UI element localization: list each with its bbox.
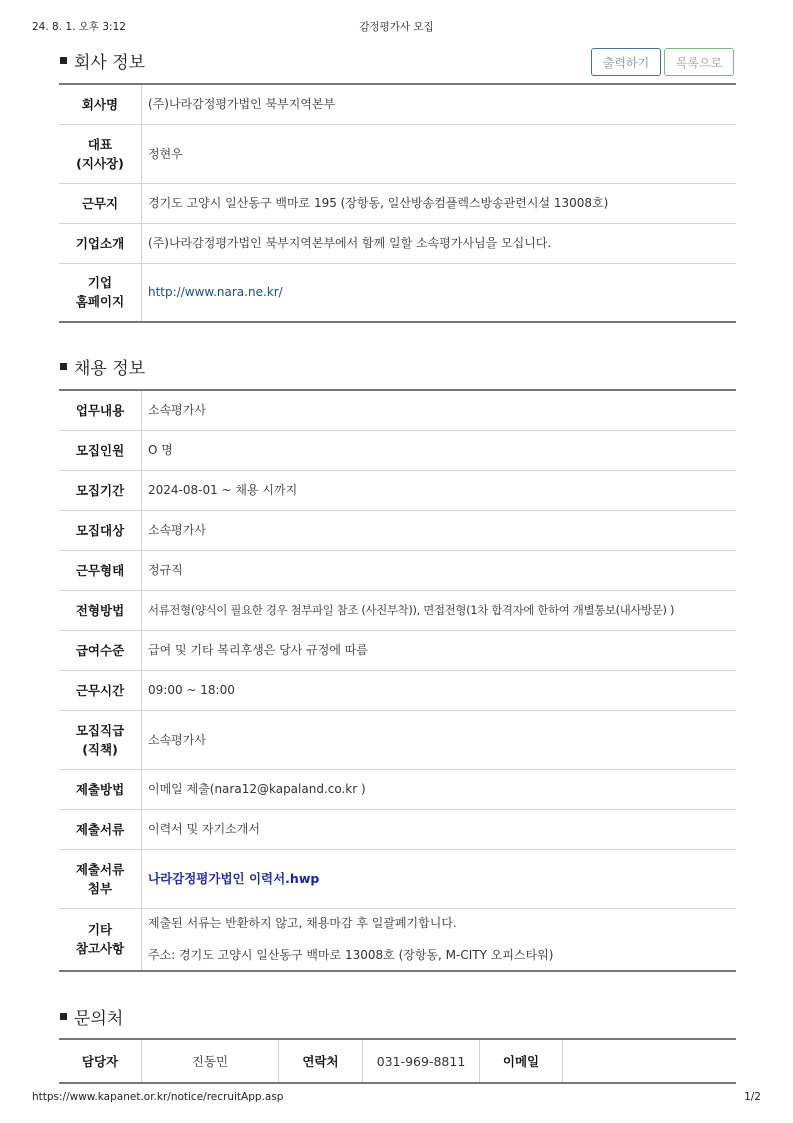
job-description-label: 업무내용 (59, 390, 142, 430)
selection-method-label: 전형방법 (59, 590, 142, 630)
contact-person-label: 담당자 (59, 1039, 142, 1083)
employment-type-label: 근무형태 (59, 550, 142, 590)
table-row (59, 590, 736, 630)
table-row (59, 223, 736, 263)
headcount-label: 모집인원 (59, 430, 142, 470)
recruit-period-label: 모집기간 (59, 470, 142, 510)
table-row (59, 390, 736, 430)
contact-email-value (563, 1039, 737, 1083)
recruit-section-title (60, 354, 145, 379)
back-to-list-button[interactable]: 목록으로 (664, 48, 734, 76)
table-row (59, 430, 736, 470)
workplace-value: 경기도 고양시 일산동구 백마로 195 (장항동, 일산방송컴플렉스방송관련시설 13008호) (142, 183, 737, 223)
submission-method-label: 제출방법 (59, 769, 142, 809)
notes-line-1: 제출된 서류는 반환하지 않고, 채용마감 후 일괄폐기합니다. (148, 916, 457, 931)
attachment-value (142, 849, 737, 908)
attachment-file-link[interactable]: 나라감정평가법인 이력서.hwp (148, 870, 320, 886)
position-label: 모집직급 (직책) (59, 710, 142, 769)
contact-table (59, 1038, 736, 1084)
selection-method-value: 서류전형(양식이 필요한 경우 첨부파일 참조 (사진부착)), 면접전형(1차 합격자에 한하여 개별통보(내사방문) ) (142, 590, 737, 630)
table-row (59, 263, 736, 322)
square-bullet-icon (60, 57, 67, 64)
homepage-link[interactable]: http://www.nara.ne.kr/ (148, 285, 283, 300)
work-hours-value: 09:00 ~ 18:00 (142, 670, 737, 710)
company-intro-value: (주)나라감정평가법인 북부지역본부에서 함께 일할 소속평가사님을 모십니다. (142, 223, 737, 263)
documents-value: 이력서 및 자기소개서 (142, 809, 737, 849)
table-row (59, 630, 736, 670)
company-intro-label: 기업소개 (59, 223, 142, 263)
contact-section-title-text: 문의처 (74, 1009, 124, 1029)
table-row (59, 183, 736, 223)
representative-label: 대표 (지사장) (59, 124, 142, 183)
contact-person-value: 진동민 (142, 1039, 279, 1083)
table-row (59, 670, 736, 710)
contact-email-label: 이메일 (480, 1039, 563, 1083)
table-row (59, 1039, 736, 1083)
salary-value: 급여 및 기타 복리후생은 당사 규정에 따름 (142, 630, 737, 670)
table-row (59, 550, 736, 590)
documents-label: 제출서류 (59, 809, 142, 849)
company-section-title (60, 48, 145, 73)
print-header (0, 19, 793, 35)
work-hours-label: 근무시간 (59, 670, 142, 710)
company-section-title-text: 회사 정보 (74, 53, 146, 73)
company-name-label: 회사명 (59, 84, 142, 124)
print-button[interactable]: 출력하기 (591, 48, 661, 76)
attachment-label: 제출서류 첨부 (59, 849, 142, 908)
square-bullet-icon (60, 1013, 67, 1020)
homepage-label: 기업 홈페이지 (59, 263, 142, 322)
headcount-value: O 명 (142, 430, 737, 470)
notes-value (142, 908, 737, 971)
company-name-value: (주)나라감정평가법인 북부지역본부 (142, 84, 737, 124)
table-row (59, 769, 736, 809)
job-description-value: 소속평가사 (142, 390, 737, 430)
table-row (59, 84, 736, 124)
recruit-info-table (59, 389, 736, 972)
table-row (59, 849, 736, 908)
table-row (59, 124, 736, 183)
workplace-label: 근무지 (59, 183, 142, 223)
recruit-period-value: 2024-08-01 ~ 채용 시까지 (142, 470, 737, 510)
table-row (59, 710, 736, 769)
print-title: 감정평가사 모집 (359, 21, 434, 33)
company-info-table (59, 83, 736, 323)
contact-phone-label: 연락처 (279, 1039, 363, 1083)
recruit-section-title-text: 채용 정보 (74, 359, 146, 379)
table-row (59, 470, 736, 510)
table-row (59, 510, 736, 550)
position-value: 소속평가사 (142, 710, 737, 769)
employment-type-value: 정규직 (142, 550, 737, 590)
submission-method-value: 이메일 제출(nara12@kapaland.co.kr ) (142, 769, 737, 809)
homepage-value (142, 263, 737, 322)
square-bullet-icon (60, 363, 67, 370)
print-url: https://www.kapanet.or.kr/notice/recruitApp.asp (32, 1091, 284, 1103)
recruit-target-label: 모집대상 (59, 510, 142, 550)
table-row (59, 809, 736, 849)
notes-line-2: 주소: 경기도 고양시 일산동구 백마로 13008호 (장항동, M-CITY 오피스타워) (148, 948, 554, 963)
page-number: 1/2 (744, 1091, 761, 1103)
print-date: 24. 8. 1. 오후 3:12 (32, 21, 126, 33)
contact-phone-value: 031-969-8811 (363, 1039, 480, 1083)
contact-section-title (60, 1004, 123, 1029)
representative-value: 정현우 (142, 124, 737, 183)
notes-label: 기타 참고사항 (59, 908, 142, 971)
salary-label: 급여수준 (59, 630, 142, 670)
recruit-target-value: 소속평가사 (142, 510, 737, 550)
table-row (59, 908, 736, 971)
